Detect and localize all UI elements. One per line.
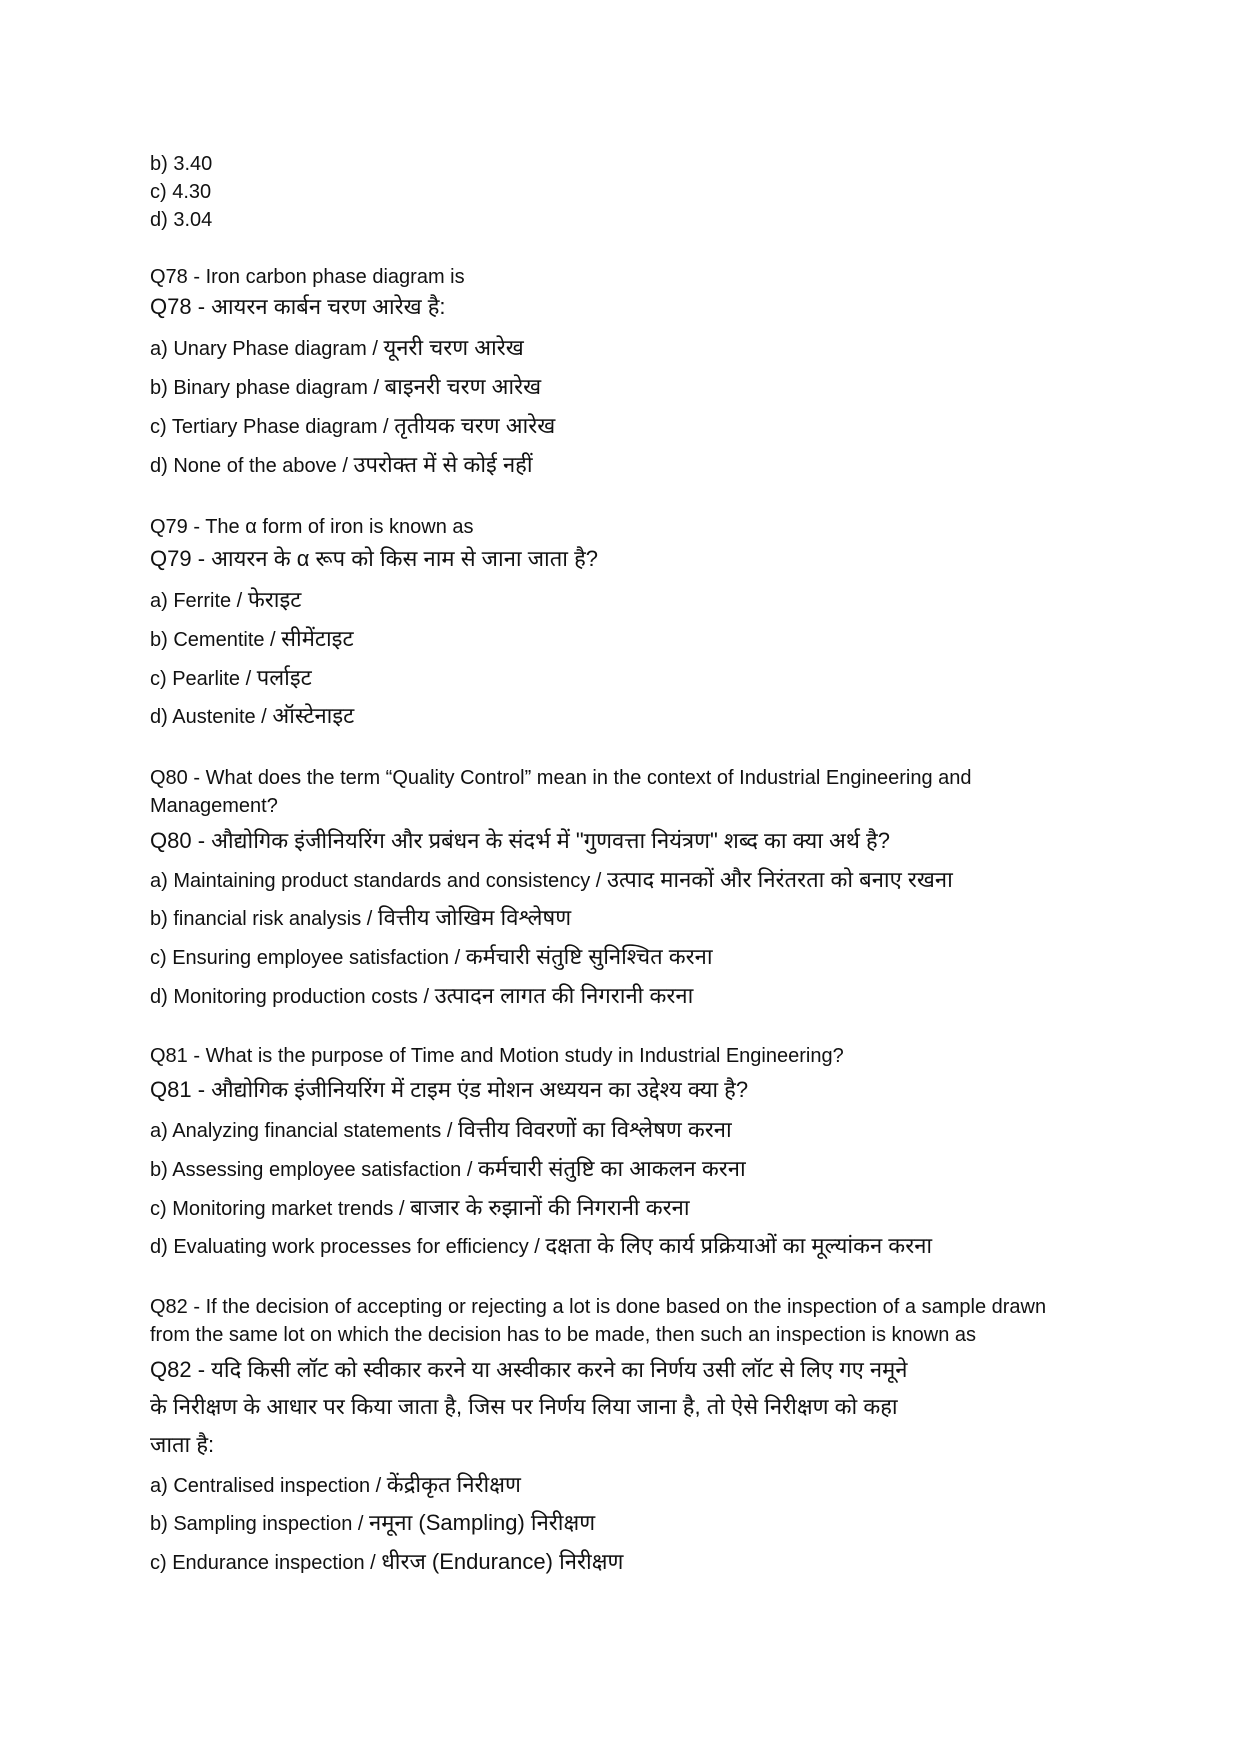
option-en: b) financial risk analysis / [150,908,373,930]
option-hi: यूनरी चरण आरेख [383,335,524,360]
option-en: c) Pearlite / [150,668,252,690]
option-en: d) Evaluating work processes for efficiency / [150,1236,540,1258]
option-hi: वित्तीय विवरणों का विश्लेषण करना [457,1117,732,1142]
question-q82-hi-line1: Q82 - यदि किसी लॉट को स्वीकार करने या अस्वीकार करने का निर्णय उसी लॉट से लिए गए नमूने [150,1357,908,1382]
option-en: c) Ensuring employee satisfaction / [150,947,461,969]
q78-option-c [150,413,555,440]
option-en: d) None of the above / [150,455,348,477]
question-q80-en-line2: Management? [150,795,278,817]
option-en: c) Monitoring market trends / [150,1198,405,1220]
q78-option-b [150,374,541,401]
q81-option-a [150,1117,732,1144]
question-q82-hi-line2: के निरीक्षण के आधार पर किया जाता है, जिस पर निर्णय लिया जाना है, तो ऐसे निरीक्षण को कहा [150,1394,898,1419]
q81-option-d [150,1233,932,1260]
q80-option-d [150,983,693,1010]
question-q80-en-line1: Q80 - What does the term “Quality Control” mean in the context of Industrial Engineering and [150,767,972,789]
option-en: a) Ferrite / [150,590,243,612]
option-en: b) Assessing employee satisfaction / [150,1159,473,1181]
option-hi: फेराइट [247,587,302,612]
option-en: a) Centralised inspection / [150,1475,382,1497]
q79-option-a [150,587,301,614]
option-hi: वित्तीय जोखिम विश्लेषण [377,905,572,930]
q82-option-a [150,1472,521,1499]
option-en: b) Sampling inspection / [150,1513,364,1535]
q79-option-c [150,665,312,692]
option-en: b) Binary phase diagram / [150,377,380,399]
question-q82-hi-line3: जाता है: [150,1432,215,1457]
option-hi: पर्लाइट [256,665,312,690]
question-q78-en: Q78 - Iron carbon phase diagram is [150,266,465,288]
option-hi: दक्षता के लिए कार्य प्रक्रियाओं का मूल्यांकन करना [545,1233,933,1258]
q78-option-a [150,335,524,362]
option-hi: कर्मचारी संतुष्टि का आकलन करना [477,1156,746,1181]
option-en: a) Maintaining product standards and consistency / [150,870,602,892]
option-en: a) Analyzing financial statements / [150,1120,453,1142]
option-en: c) Tertiary Phase diagram / [150,416,389,438]
option-hi: उत्पादन लागत की निगरानी करना [434,983,694,1008]
option-hi: तृतीयक चरण आरेख [394,413,556,438]
q81-option-c [150,1195,690,1222]
question-q82-en-line2: from the same lot on which the decision has to be made, then such an inspection is known as [150,1324,977,1346]
option-hi: उत्पाद मानकों और निरंतरता को बनाए रखना [606,867,953,892]
question-q82-en-line1: Q82 - If the decision of accepting or rejecting a lot is done based on the inspection of a sample drawn [150,1296,1047,1318]
option-hi: नमूना (Sampling) निरीक्षण [369,1510,596,1535]
q79-option-b [150,626,354,653]
option-hi: बाइनरी चरण आरेख [384,374,542,399]
q82-option-b [150,1510,595,1537]
option-hi: उपरोक्त में से कोई नहीं [353,452,533,477]
q78-option-d [150,452,533,479]
option-hi: बाजार के रुझानों की निगरानी करना [410,1195,690,1220]
option-c: c) 4.30 [150,181,212,203]
question-q79-hi: Q79 - आयरन के α रूप को किस नाम से जाना जाता है? [150,546,599,571]
q80-option-a [150,867,953,894]
q82-option-c [150,1549,623,1576]
option-en: d) Monitoring production costs / [150,986,430,1008]
question-q80-hi: Q80 - औद्योगिक इंजीनियरिंग और प्रबंधन के संदर्भ में "गुणवत्ता नियंत्रण" शब्द का क्या अर्थ है? [150,828,890,853]
option-en: a) Unary Phase diagram / [150,338,378,360]
option-hi: ऑस्टेनाइट [272,703,355,728]
question-q79-en: Q79 - The α form of iron is known as [150,516,474,538]
question-q81-en: Q81 - What is the purpose of Time and Motion study in Industrial Engineering? [150,1045,844,1067]
q79-option-d [150,703,354,730]
option-hi: धीरज (Endurance) निरीक्षण [381,1549,624,1574]
option-hi: सीमेंटाइट [281,626,354,651]
q80-option-c [150,944,713,971]
option-en: b) Cementite / [150,629,276,651]
question-q78-hi: Q78 - आयरन कार्बन चरण आरेख है: [150,294,446,319]
option-d: d) 3.04 [150,209,213,231]
q80-option-b [150,905,571,932]
option-en: d) Austenite / [150,706,267,728]
option-b: b) 3.40 [150,153,213,175]
option-hi: केंद्रीकृत निरीक्षण [386,1472,521,1497]
option-en: c) Endurance inspection / [150,1552,376,1574]
question-q81-hi: Q81 - औद्योगिक इंजीनियरिंग में टाइम एंड मोशन अध्ययन का उद्देश्य क्या है? [150,1077,749,1102]
option-hi: कर्मचारी संतुष्टि सुनिश्चित करना [465,944,713,969]
q81-option-b [150,1156,746,1183]
